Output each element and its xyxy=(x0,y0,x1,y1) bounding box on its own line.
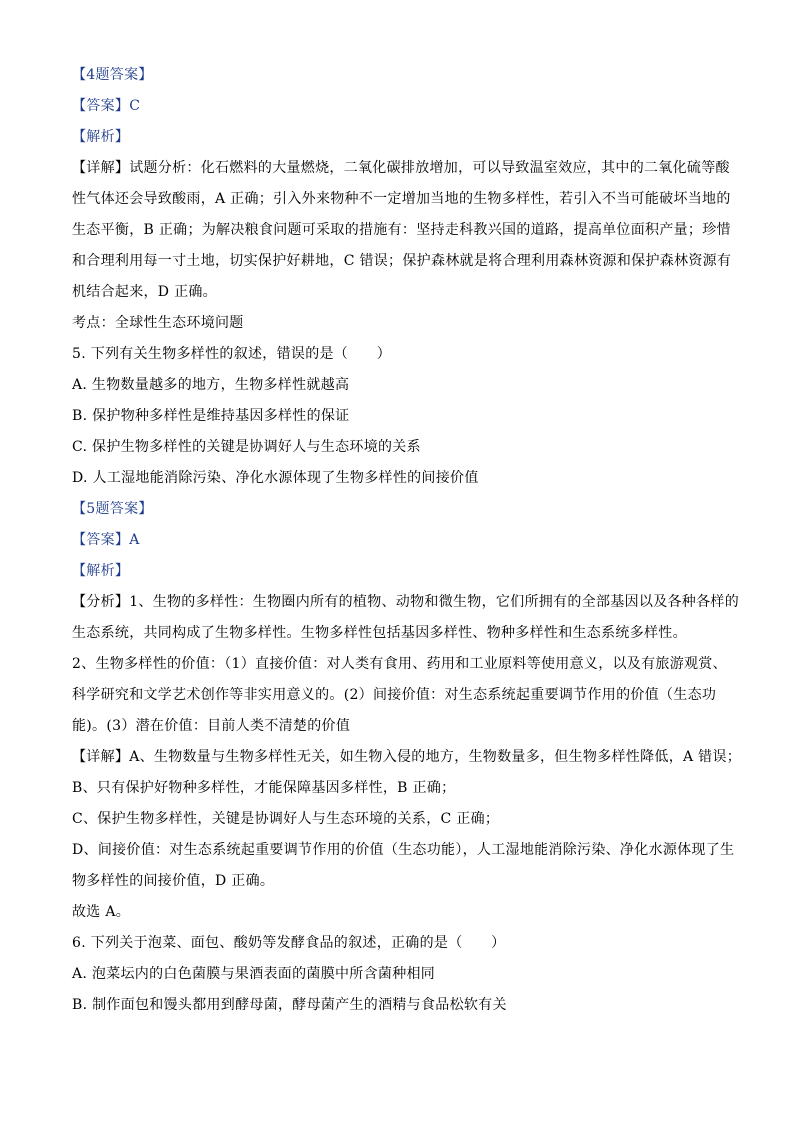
q5-option-b: B. 保护物种多样性是维持基因多样性的保证 xyxy=(72,408,350,424)
q4-detail-line: 【详解】试题分析：化石燃料的大量燃烧，二氧化碳排放增加，可以导致温室效应，其中的二氧化硫等酸 xyxy=(72,160,730,176)
q5-analysis-line: 【分析】1、生物的多样性：生物圈内所有的植物、动物和微生物，它们所拥有的全部基因以及各种各样的 xyxy=(72,594,740,610)
q4-detail-line: 性气体还会导致酸雨，A 正确；引入外来物种不一定增加当地的生物多样性，若引入不当可能破坏当地的 xyxy=(72,191,731,207)
document-page xyxy=(72,60,742,1021)
q6-option-a: A. 泡菜坛内的白色菌膜与果酒表面的菌膜中所含菌种相同 xyxy=(72,966,436,982)
q4-detail-line: 和合理利用每一寸土地，切实保护好耕地，C 错误；保护森林就是将合理利用森林资源和保护森林资源有 xyxy=(72,253,732,269)
q4-answer: 【答案】C xyxy=(72,98,141,114)
q5-detail-line: 物多样性的间接价值，D 正确。 xyxy=(72,873,275,889)
q5-answer-header: 【5题答案】 xyxy=(72,501,153,517)
q5-detail-line: D、间接价值：对生态系统起重要调节作用的价值（生态功能），人工湿地能消除污染、净化水源体现了生 xyxy=(72,842,735,858)
q5-answer: 【答案】A xyxy=(72,532,140,548)
q5-option-c: C. 保护生物多样性的关键是协调好人与生态环境的关系 xyxy=(72,439,421,455)
q4-analysis-label: 【解析】 xyxy=(72,129,130,145)
q4-detail-line: 机结合起来，D 正确。 xyxy=(72,284,217,300)
q5-analysis-line: 能)。(3）潜在价值：目前人类不清楚的价值 xyxy=(72,718,351,734)
q4-answer-header: 【4题答案】 xyxy=(72,67,153,83)
q5-analysis-line: 2、生物多样性的价值：（1）直接价值：对人类有食用、药用和工业原料等使用意义，以及有旅游观赏、 xyxy=(72,656,727,672)
q5-analysis-line: 科学研究和文学艺术创作等非实用意义的。(2）间接价值：对生态系统起重要调节作用的价值（生态功 xyxy=(72,687,717,703)
q5-option-a: A. 生物数量越多的地方，生物多样性就越高 xyxy=(72,377,350,393)
q5-detail-line: C、保护生物多样性，关键是协调好人与生态环境的关系，C 正确； xyxy=(72,811,500,827)
q6-option-b: B. 制作面包和馒头都用到酵母菌，酵母菌产生的酒精与食品松软有关 xyxy=(72,997,507,1013)
q5-question: 5. 下列有关生物多样性的叙述，错误的是（ ） xyxy=(72,346,392,362)
q5-option-d: D. 人工湿地能消除污染、净化水源体现了生物多样性的间接价值 xyxy=(72,470,479,486)
q6-question: 6. 下列关于泡菜、面包、酸奶等发酵食品的叙述，正确的是（ ） xyxy=(72,935,506,951)
q4-detail-line: 生态平衡，B 正确；为解决粮食问题可采取的措施有：坚持走科教兴国的道路，提高单位面积产量；珍惜 xyxy=(72,222,731,238)
q5-conclusion: 故选 A。 xyxy=(72,904,131,920)
q4-topic: 考点：全球性生态环境问题 xyxy=(72,315,244,331)
q5-detail-line: B、只有保护好物种多样性，才能保障基因多样性，B 正确； xyxy=(72,780,456,796)
q5-analysis-line: 生态系统，共同构成了生物多样性。生物多样性包括基因多样性、物种多样性和生态系统多样性。 xyxy=(72,625,687,641)
q5-detail-line: 【详解】A、生物数量与生物多样性无关，如生物入侵的地方，生物数量多，但生物多样性降低，A 错误； xyxy=(72,749,742,765)
q5-analysis-label: 【解析】 xyxy=(72,563,130,579)
